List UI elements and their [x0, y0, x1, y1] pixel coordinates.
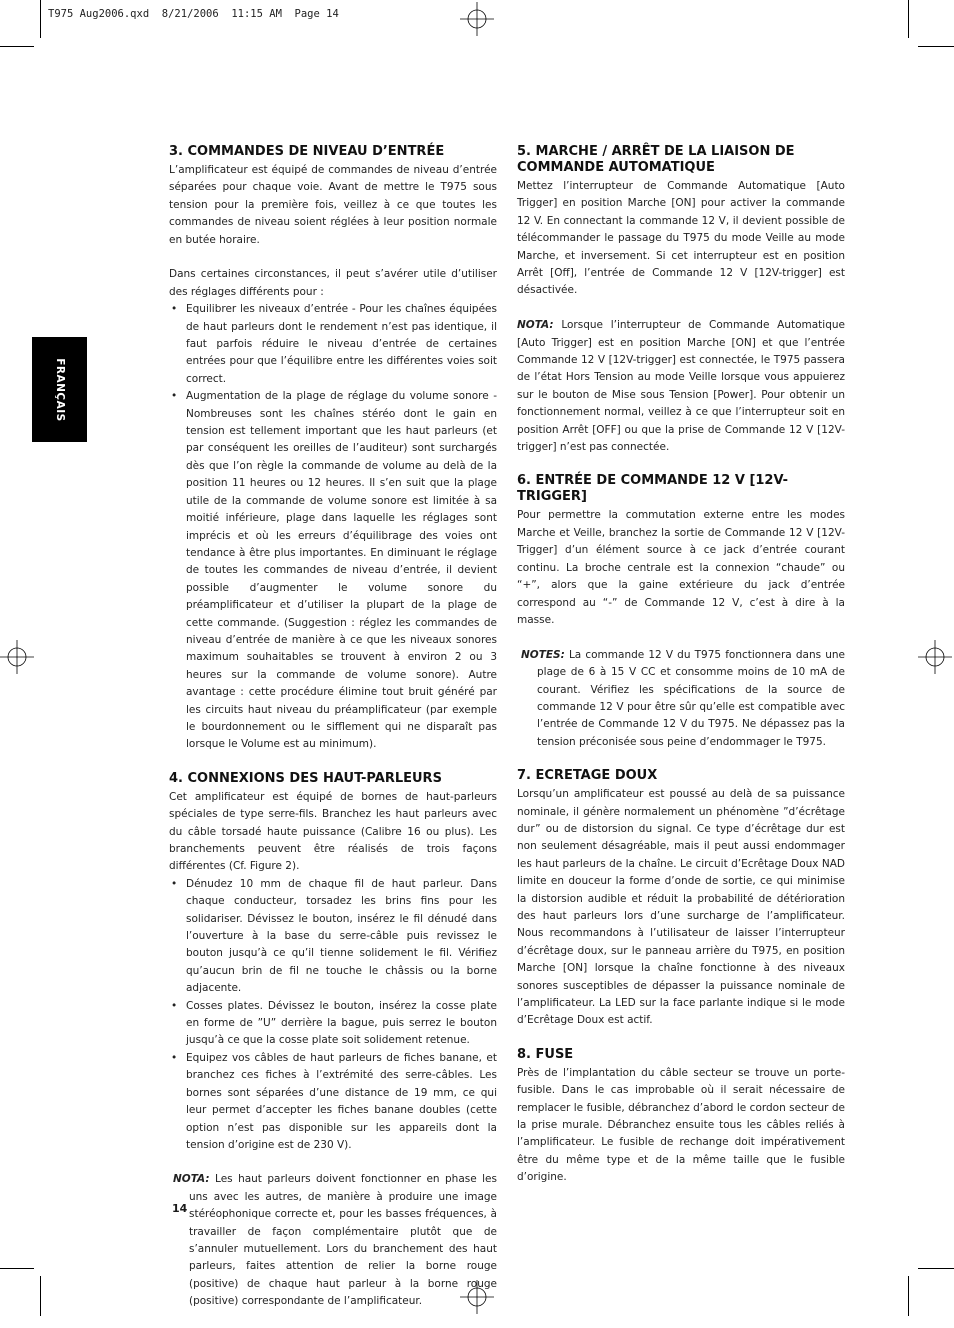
section-6-title: 6. ENTRÉE DE COMMANDE 12 V [12V-TRIGGER]: [517, 473, 788, 505]
list-item: • Equipez vos câbles de haut parleurs de fiches banane, et branchez ces fiches à l’extrémité des serre-câbles. Les bornes sont séparées d’une distance de 19 mm, ce qui leur permet d’accepter les fiches banane doubles (cette option n’est pas disponible sur les appareils dont la tension d’origine est de 230 V).: [171, 1051, 497, 1151]
file-slug: T975 Aug2006.qxd 8/21/2006 11:15 AM Page 14: [48, 8, 339, 20]
section-5-paragraph-1: Mettez l’interrupteur de Commande Automatique [Auto Trigger] en position Marche [ON] pour activer la commande 12 V. En connectant la commande 12 V, il devient possible de télécommander le passage du T975 du mode Veille au mode Marche, et inversement. Si cet interrupteur est en position Arrêt [Off], l’entrée de Commande 12 V [12V-trigger] est désactivée.: [517, 180, 845, 297]
note-label: NOTA:: [173, 1173, 210, 1186]
crop-mark: [40, 1276, 41, 1316]
right-column: [517, 144, 845, 1204]
crop-mark: [908, 1276, 909, 1316]
crop-mark: [0, 46, 34, 47]
crop-mark: [918, 1268, 954, 1269]
section-4-note: NOTA: Les haut parleurs doivent fonctionner en phase les uns avec les autres, de manière à produire une image stéréophonique correcte et, pour les basses fréquences, à travailler de façon complémentaire plutôt que de s’annuler mutuellement. Lors du branchement des haut parleurs, faites attention de relier la borne rouge (positive) de chaque haut parleur à la borne rouge (positive) correspondante de l’amplificateur.: [173, 1173, 497, 1308]
section-7: [517, 768, 845, 1030]
crop-mark: [0, 1268, 34, 1269]
section-3: [169, 144, 497, 754]
section-8-paragraph-1: Près de l’implantation du câble secteur se trouve un porte-fusible. Dans le cas improbable où il serait nécessaire de remplacer le fusible, débranchez d’abord le cordon secteur de la prise murale. Débranchez ensuite tous les câbles reliés à l’amplificateur. Le fusible de rechange doit impérativement être du même type et de la même taille que le fusible d’origine.: [517, 1066, 845, 1184]
section-4-bullet-list: [169, 876, 497, 1155]
crop-mark: [918, 46, 954, 47]
crop-mark: [908, 0, 909, 38]
left-column: [169, 144, 497, 1328]
section-6: [517, 473, 845, 751]
section-4-paragraph-1: Cet amplificateur est équipé de bornes de haut-parleurs spéciales de type serre-fils. Branchez les haut parleurs avec du câble torsadé haute puissance (Calibre 16 ou plus). Les branchements peuvent être réalisés de trois façons différentes (Cf. Figure 2).: [169, 790, 497, 873]
section-8: [517, 1047, 845, 1187]
section-3-paragraph-1: L’amplificateur est équipé de commandes de niveau d’entrée séparées pour chaque voie. Avant de mettre le T975 sous tension pour la première fois, veillez à ce que toutes les commandes de niveau soient réglées à leur position normale en butée horaire.: [169, 164, 497, 246]
section-6-note: NOTES: La commande 12 V du T975 fonctionnera dans une plage de 6 à 15 V CC et consomme moins de 10 mA de courant. Vérifiez les spécifications de la source de commande 12 V pour être sûr qu’elle est compatible avec l’entrée de Commande 12 V du T975. Ne dépassez pas la tension préconisée sous peine d’endommager le T975.: [521, 648, 845, 748]
section-3-bullet-list: [169, 301, 497, 754]
section-8-title: 8. FUSE: [517, 1046, 574, 1062]
section-6-paragraph-1: Pour permettre la commutation externe entre les modes Marche et Veille, branchez la sortie de Commande 12 V [12V-Trigger] d’un élément source à ce jack d’entrée courant continu. La broche centrale est la connexion “chaude” ou “+”, alors que la gaine extérieure du jack d’entrée correspond au “-” de Commande 12 V, c’est à dire à la masse.: [517, 509, 845, 626]
section-5: [517, 144, 845, 456]
section-3-title: 3. COMMANDES DE NIVEAU D’ENTRÉE: [169, 144, 445, 159]
section-4-title: 4. CONNEXIONS DES HAUT-PARLEURS: [169, 770, 442, 786]
page-number: 14: [172, 1202, 188, 1215]
list-item: • Dénudez 10 mm de chaque fil de haut parleur. Dans chaque conducteur, torsadez les brins fins pour les solidariser. Dévissez le bouton, insérez le fil dénudé dans l’ouverture à la base du serre-câble puis revissez le bouton jusqu’à ce qu’il tienne solidement le fil. Vérifiez qu’aucun brin de fil ne touche le châssis ou la borne adjacente.: [171, 877, 497, 995]
registration-mark-icon: [460, 2, 494, 36]
section-7-paragraph-1: Lorsqu’un amplificateur est poussé au delà de sa puissance nominale, il génère normalement un phénomène ”d’écrêtage dur” ou de distorsion du signal. Ce type d’écrêtage dur est non seulement désagréable, mais il peut aussi endommager les haut parleurs de la chaîne. Le circuit d’Ecrêtage Doux NAD limite en douceur la forme d’onde de sortie, ce qui minimise la distorsion audible et réduit la probabilité de détérioration des haut parleurs lors d’une surcharge de l’amplificateur. Nous recommandons à l’utilisateur de laisser l’interrupteur d’écrêtage doux, sur le panneau arrière du T975, en position Marche [ON] lorsque la chaîne fonctionne à des niveaux sonores susceptibles de dépasser la puissance nominale de l’amplificateur. La LED sur la face parlante indique si le mode d’Ecrêtage Doux est actif.: [517, 788, 845, 1027]
section-4: [169, 771, 497, 1311]
list-item: • Equilibrer les niveaux d’entrée - Pour les chaînes équipées de haut parleurs dont le rendement n’est pas identique, il faut parfois réduire le niveau d’entrée de certaines entrées pour que l’équilibre entre les différentes voies soit correct.: [171, 303, 497, 385]
list-item: • Augmentation de la plage de réglage du volume sonore - Nombreuses sont les chaînes stéréo dont le gain en tension est tellement important que les haut parleurs (et par conséquent les oreilles de l’auditeur) sont surchargés dès que l’on règle la commande de volume au delà de la position 11 heures ou 12 heures. Il s’en suit que la plage utile de la commande de volume sonore est limitée à sa moitié inférieure, plage dans laquelle les réglages sont imprécis et où les erreurs d’équilibrage des voies ont tendance à être plus importantes. En diminuant le réglage de toutes les commandes de niveau d’entrée, il devient possible d’augmenter le volume sonore du préamplificateur et d’utiliser la plupart de la plage de cette commande. (Suggestion : réglez les commandes de niveau d’entrée de manière à ce que les niveaux sonores maximum souhaitables se trouvent à environ 2 ou 3 heures sur la commande de volume sonore). Autre avantage : cette procédure élimine tout bruit généré par les circuits haut niveau du préamplificateur (par exemple le bourdonnement ou le sifflement qui ne disparaît pas lorsque le Volume est au minimum).: [171, 390, 497, 751]
crop-mark: [40, 0, 41, 38]
note-label: NOTES:: [521, 648, 565, 661]
language-tab: [32, 337, 87, 442]
section-5-title: 5. MARCHE / ARRÊT DE LA LIAISON DE COMMANDE AUTOMATIQUE: [517, 144, 795, 175]
note-label: NOTA:: [517, 319, 554, 332]
section-3-paragraph-2: Dans certaines circonstances, il peut s’avérer utile d’utiliser des réglages différents pour :: [169, 268, 497, 298]
section-5-note: NOTA: Lorsque l’interrupteur de Commande Automatique [Auto Trigger] est en position Marche [ON] et que l’entrée Commande 12 V [12V-trigger] est connectée, le T975 passera de l’état Hors Tension au mode Veille lorsque vous appuierez sur le bouton de Mise sous Tension [Power]. Pour obtenir un fonctionnement normal, veillez à ce que l’interrupteur soit en position Arrêt [OFF] ou que la prise de Commande 12 V [12V-trigger] n’est pas connectée.: [517, 319, 845, 454]
section-7-title: 7. ECRETAGE DOUX: [517, 768, 658, 784]
registration-mark-icon: [0, 640, 34, 674]
registration-mark-icon: [918, 640, 952, 674]
list-item: • Cosses plates. Dévissez le bouton, insérez la cosse plate en forme de ”U” derrière la bague, puis serrez le bouton jusqu’à ce que la cosse plate soit solidement retenue.: [171, 999, 497, 1047]
language-tab-label: FRANÇAIS: [53, 357, 66, 422]
